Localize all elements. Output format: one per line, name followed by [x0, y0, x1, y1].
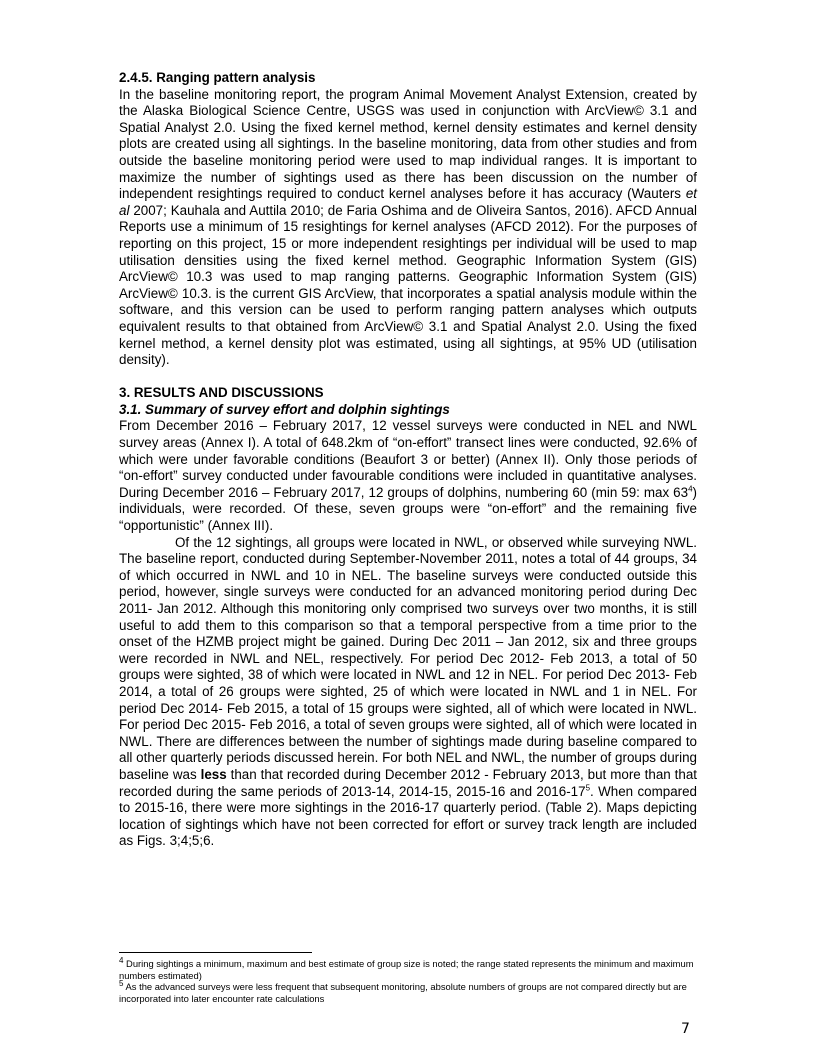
footnote-number: 5	[119, 979, 124, 989]
footnote-ref-4[interactable]: 4	[688, 484, 693, 494]
text-run: From December 2016 – February 2017, 12 vessel surveys were conducted in NEL and NWL survey areas (Annex I). A total of 648.2km of “on-effort” transect lines were conducted, 92.6% of which were under favorable conditions (Beaufort 3 or better) (Annex II). Only those periods of “on-effort” survey conducted under favourable conditions were included in quantitative analyses. During December 2016 – February 2017, 12 groups of dolphins, numbering 60 (min 59: max 63	[119, 418, 697, 500]
footnote-separator	[119, 952, 312, 953]
text-run: 2007; Kauhala and Auttila 2010; de Faria Oshima and de Oliveira Santos, 2016). AFCD Annual Reports use a minimum of 15 resightings for kernel analyses (AFCD 2012). For the purposes of reporting on this project, 15 or more independent resightings per individual will be used to map utilisation densities using the fixed kernel method. Geographic Information System (GIS) ArcView© 10.3 was used to map ranging patterns. Geographic Information System (GIS) ArcView© 10.3. is the current GIS ArcView, that incorporates a spatial analysis module within the software, and this version can be used to perform ranging pattern analyses which outputs equivalent results to that obtained from ArcView© 3.1 and Spatial Analyst 2.0. Using the fixed kernel method, a kernel density plot was estimated, using all sightings, at 95% UD (utilisation density).	[119, 202, 697, 368]
survey-effort-paragraph	[119, 418, 697, 534]
text-run: . When compared to 2015-16, there were more sightings in the 2016-17 quarterly period. (Table 2). Maps depicting location of sightings which have not been corrected for effort or survey track length are included as Figs. 3;4;5;6.	[119, 783, 697, 849]
footnote-number: 4	[119, 955, 124, 965]
footnote-4	[119, 955, 697, 981]
footnote-text: During sightings a minimum, maximum and best estimate of group size is noted; the range stated represents the minimum and maximum numbers estimated)	[119, 958, 694, 981]
section-heading-ranging-pattern: 2.4.5. Ranging pattern analysis	[119, 70, 316, 85]
footnote-5	[119, 981, 697, 1004]
document-page	[119, 70, 697, 850]
subsection-heading-survey-summary: 3.1. Summary of survey effort and dolphin sightings	[119, 401, 450, 417]
text-run: In the baseline monitoring report, the program Animal Movement Analyst Extension, created by the Alaska Biological Science Centre, USGS was used in conjunction with ArcView© 3.1 and Spatial Analyst 2.0. Using the fixed kernel method, kernel density estimates and kernel density plots are created using all sightings. In the baseline monitoring, data from other studies and from outside the baseline monitoring period were used to map individual ranges. It is important to maximize the number of sightings used as there has been discussion on the number of independent resightings required to conduct kernel analyses before it has accuracy (Wauters	[119, 86, 697, 202]
ranging-pattern-paragraph	[119, 87, 697, 369]
footnotes	[119, 955, 697, 1004]
text-run: ) individuals, were recorded. Of these, seven groups were “on-effort” and the remaining five “opportunistic” (Annex III).	[119, 484, 697, 534]
text-run: than that recorded during December 2012 - February 2013, but more than that recorded during the same periods of 2013-14, 2014-15, 2015-16 and 2016-17	[119, 766, 698, 799]
text-run: Of the 12 sightings, all groups were located in NWL, or observed while surveying NWL. The baseline report, conducted during September-November 2011, notes a total of 44 groups, 34 of which occurred in NWL and 10 in NEL. The baseline surveys were conducted outside this period, however, single surveys were conducted for an advanced monitoring period during Dec 2011- Jan 2012. Although this monitoring only comprised two surveys over two months, it is still useful to add them to this comparison so that a temporal perspective from a time prior to the onset of the HZMB project might be gained. During Dec 2011 – Jan 2012, six and three groups were recorded in NWL and NEL, respectively. For period Dec 2012- Feb 2013, a total of 50 groups were sighted, 38 of which were located in NWL and 12 in NEL. For period Dec 2013- Feb 2014, a total of 26 groups were sighted, 25 of which were located in NWL and 1 in NEL. For period Dec 2014- Feb 2015, a total of 15 groups were sighted, all of which were located in NWL. For period Dec 2015- Feb 2016, a total of seven groups were sighted, all of which were located in NWL. There are differences between the number of sightings made during baseline compared to all other quarterly periods discussed herein. For both NEL and NWL, the number of groups during baseline was	[119, 534, 697, 782]
italic-text-run: et al	[119, 186, 697, 218]
bold-text-run: less	[200, 766, 227, 782]
footnote-text: As the advanced surveys were less frequent that subsequent monitoring, absolute numbers of groups are not compared directly but are incorporated into later encounter rate calculations	[119, 981, 687, 1004]
sightings-comparison-paragraph	[119, 535, 697, 850]
paragraph-gap	[119, 369, 697, 386]
page-number: 7	[681, 1021, 690, 1037]
footnote-ref-5[interactable]: 5	[585, 783, 591, 793]
section-heading-results: 3. RESULTS AND DISCUSSIONS	[119, 385, 324, 401]
